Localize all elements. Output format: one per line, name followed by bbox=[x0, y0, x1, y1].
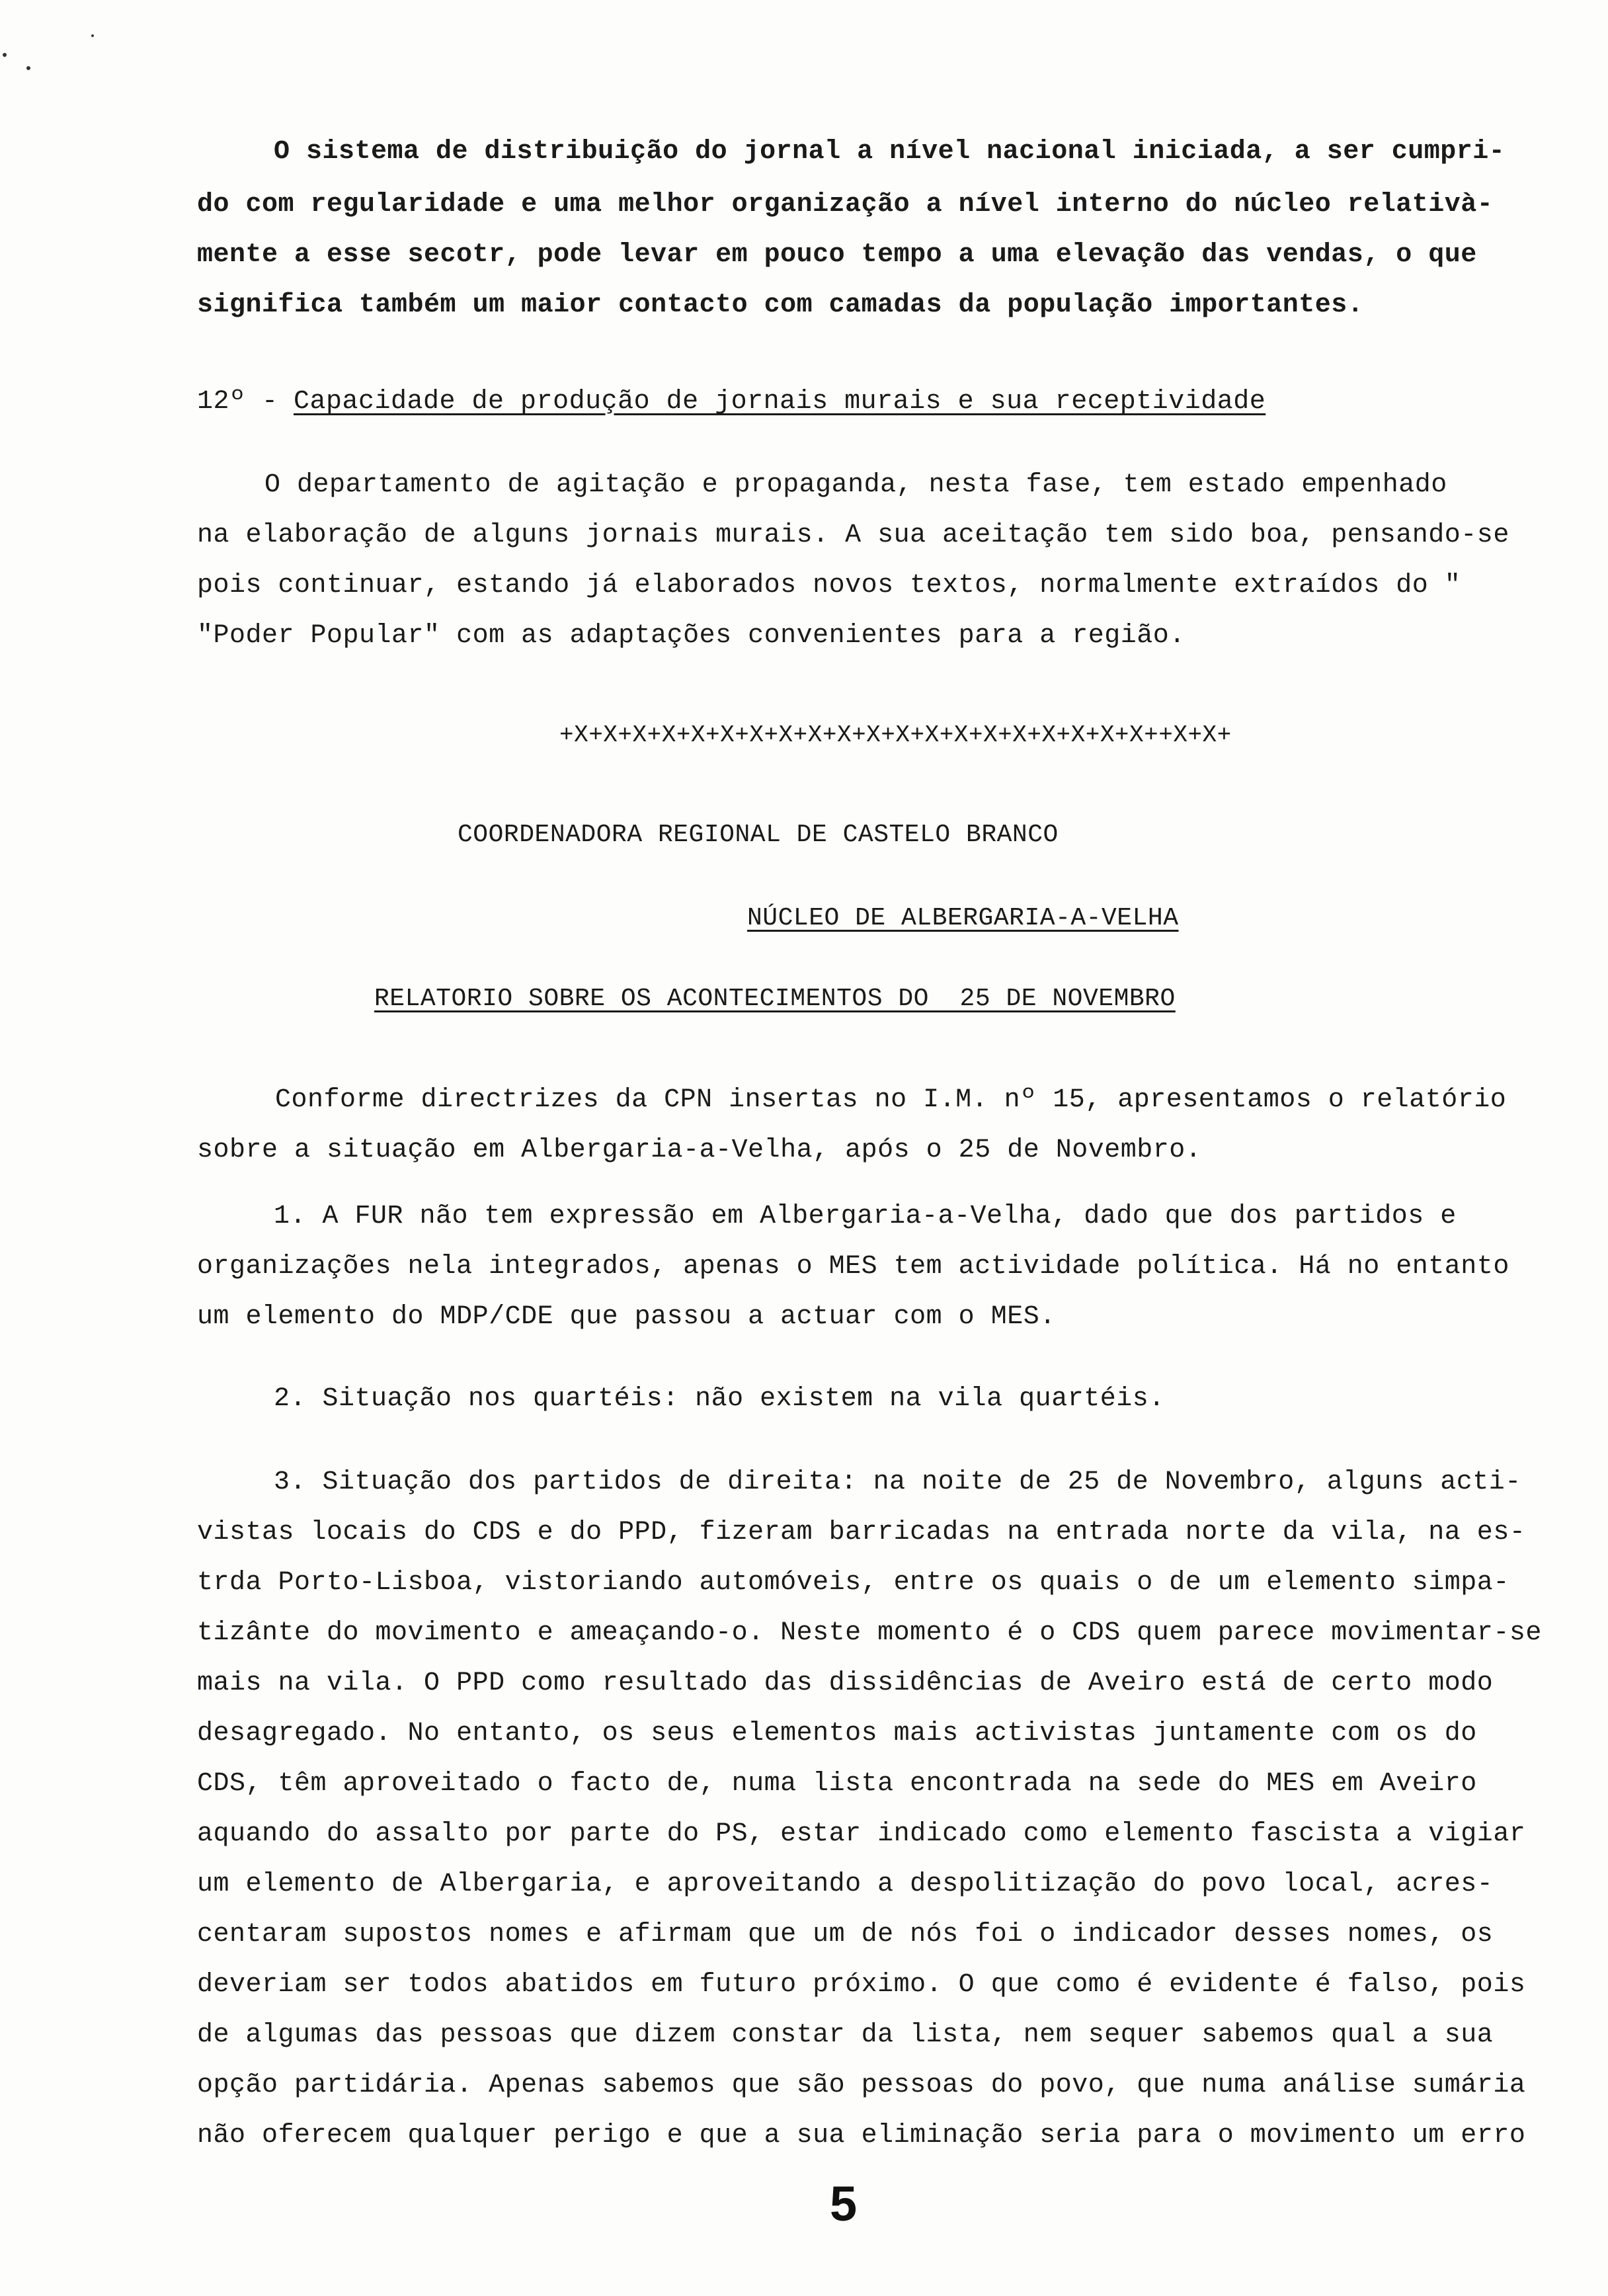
paragraph-line: na elaboração de alguns jornais murais. A sua aceitação tem sido boa, pensando-se bbox=[197, 520, 1509, 550]
section-number: 12º - bbox=[197, 387, 278, 417]
paragraph-line: organizações nela integrados, apenas o MES tem actividade política. Há no entanto bbox=[197, 1252, 1509, 1282]
paragraph-line: 3. Situação dos partidos de direita: na noite de 25 de Novembro, alguns acti- bbox=[274, 1467, 1521, 1497]
paragraph-line: centaram supostos nomes e afirmam que um de nós foi o indicador desses nomes, os bbox=[197, 1920, 1494, 1949]
paragraph-line: um elemento do MDP/CDE que passou a actuar com o MES. bbox=[197, 1302, 1056, 1332]
separator-line: +X+X+X+X+X+X+X+X+X+X+X+X+X+X+X+X+X+X+X+X++X+X+ bbox=[559, 721, 1232, 749]
scan-speck bbox=[91, 34, 94, 37]
paragraph-line: O departamento de agitação e propaganda, nesta fase, tem estado empenhado bbox=[264, 470, 1447, 500]
paragraph-line: opção partidária. Apenas sabemos que são pessoas do povo, que numa análise sumária bbox=[197, 2070, 1526, 2100]
paragraph-line: O sistema de distribuição do jornal a nível nacional iniciada, a ser cumpri- bbox=[274, 137, 1506, 167]
scan-speck bbox=[26, 66, 30, 70]
scan-speck bbox=[3, 53, 7, 57]
paragraph-line: "Poder Popular" com as adaptações convenientes para a região. bbox=[197, 621, 1186, 651]
paragraph-line: de algumas das pessoas que dizem constar da lista, nem sequer sabemos qual a sua bbox=[197, 2020, 1494, 2050]
org-title: COORDENADORA REGIONAL DE CASTELO BRANCO bbox=[458, 821, 1059, 849]
paragraph-line: Conforme directrizes da CPN insertas no I.M. nº 15, apresentamos o relatório bbox=[275, 1085, 1507, 1115]
paragraph-line: do com regularidade e uma melhor organização a nível interno do núcleo relativà- bbox=[197, 190, 1494, 220]
page-number: 5 bbox=[830, 2176, 858, 2231]
section-heading: Capacidade de produção de jornais murais e sua receptividade bbox=[294, 387, 1266, 417]
paragraph-line: desagregado. No entanto, os seus elementos mais activistas juntamente com os do bbox=[197, 1719, 1477, 1748]
paragraph-line: pois continuar, estando já elaborados novos textos, normalmente extraídos do " bbox=[197, 571, 1461, 600]
paragraph-line: um elemento de Albergaria, e aproveitando a despolitização do povo local, acres- bbox=[197, 1869, 1494, 1899]
paragraph-line: tizânte do movimento e ameaçando-o. Neste momento é o CDS quem parece movimentar-se bbox=[197, 1618, 1542, 1648]
paragraph-line: não oferecem qualquer perigo e que a sua eliminação seria para o movimento um erro bbox=[197, 2121, 1526, 2151]
paragraph-line: mais na vila. O PPD como resultado das dissidências de Aveiro está de certo modo bbox=[197, 1668, 1494, 1698]
paragraph-line: sobre a situação em Albergaria-a-Velha, após o 25 de Novembro. bbox=[197, 1135, 1202, 1165]
paragraph-line: 1. A FUR não tem expressão em Albergaria-a-Velha, dado que dos partidos e bbox=[274, 1202, 1457, 1231]
paragraph-line: deveriam ser todos abatidos em futuro próximo. O que como é evidente é falso, pois bbox=[197, 1970, 1526, 2000]
paragraph-line: 2. Situação nos quartéis: não existem na vila quartéis. bbox=[274, 1384, 1165, 1414]
paragraph-line: significa também um maior contacto com camadas da população importantes. bbox=[197, 290, 1364, 320]
paragraph-line: CDS, têm aproveitado o facto de, numa lista encontrada na sede do MES em Aveiro bbox=[197, 1769, 1477, 1799]
nucleo-title: NÚCLEO DE ALBERGARIA-A-VELHA bbox=[747, 904, 1179, 932]
paragraph-line: vistas locais do CDS e do PPD, fizeram barricadas na entrada norte da vila, na es- bbox=[197, 1518, 1526, 1547]
paragraph-line: mente a esse secotr, pode levar em pouco tempo a uma elevação das vendas, o que bbox=[197, 240, 1477, 270]
report-title: RELATORIO SOBRE OS ACONTECIMENTOS DO 25 DE NOVEMBRO bbox=[374, 985, 1176, 1013]
paragraph-line: aquando do assalto por parte do PS, estar indicado como elemento fascista a vigiar bbox=[197, 1819, 1526, 1849]
paragraph-line: trda Porto-Lisboa, vistoriando automóveis, entre os quais o de um elemento simpa- bbox=[197, 1568, 1509, 1598]
